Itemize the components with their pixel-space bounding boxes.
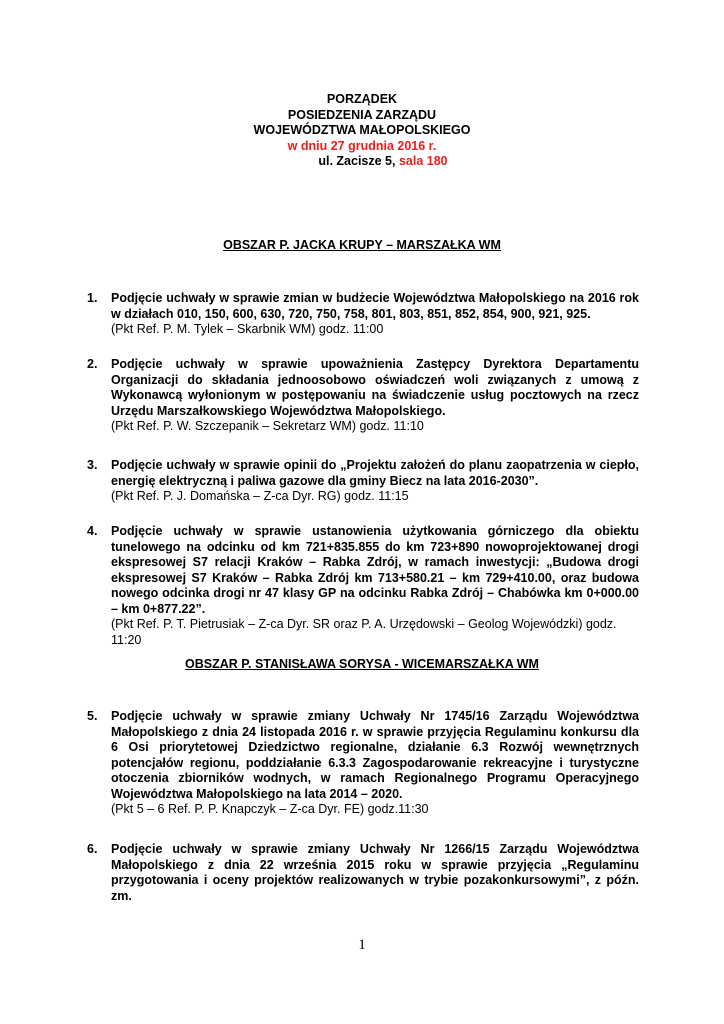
meeting-date: w dniu 27 grudnia 2016 r.: [287, 138, 437, 153]
section-title-krupa: OBSZAR P. JACKA KRUPY – MARSZAŁKA WM: [223, 238, 501, 252]
item-reference: (Pkt Ref. P. T. Pietrusiak – Z-ca Dyr. SR oraz P. A. Urzędowski – Geolog Wojewódzki) godz. 11:20: [111, 617, 617, 647]
item-number: 2.: [87, 357, 98, 371]
agenda-item: [87, 709, 639, 818]
item-reference: (Pkt 5 – 6 Ref. P. P. Knapczyk – Z-ca Dyr. FE) godz.11:30: [111, 802, 429, 816]
item-reference: (Pkt Ref. P. J. Domańska – Z-ca Dyr. RG) godz. 11:15: [111, 489, 409, 503]
item-title: Podjęcie uchwały w sprawie zmiany Uchwały Nr 1266/15 Zarządu Województwa Małopolskiego z dnia 22 września 2015 roku w sprawie przyjęcia „Regulaminu przygotowania i oceny projektów realizowanych w trybie pozakonkursowymi”, z późn. zm.: [111, 842, 639, 903]
item-title: Podjęcie uchwały w sprawie opinii do „Projektu założeń do planu zaopatrzenia w ciepło, energię elektryczną i paliwa gazowe dla gminy Biecz na lata 2016-2030”.: [111, 458, 639, 488]
item-title: Podjęcie uchwały w sprawie ustanowienia użytkowania górniczego dla obiektu tunelowego na odcinku od km 721+835.855 do km 723+890 nowoprojektowanej drogi ekspresowej S7 relacji Kraków – Rabka Zdrój, w ramach inwestycji: „Budowa drogi ekspresowej S7 Kraków – Rabka Zdrój km 713+580.21 – km 729+410.00, oraz budowa nowego odcinka drogi nr 47 klasy GP na odcinku Rabka Zdrój – Chabówka km 0+000.00 – km 0+877.22”.: [111, 524, 639, 616]
item-number: 1.: [87, 291, 98, 305]
item-reference: (Pkt Ref. P. M. Tylek – Skarbnik WM) godz. 11:00: [111, 322, 384, 336]
agenda-item: [87, 842, 639, 904]
meeting-room: sala 180: [398, 154, 448, 168]
item-number: 5.: [87, 709, 98, 723]
header-organization: WOJEWÓDZTWA MAŁOPOLSKIEGO: [253, 123, 471, 137]
item-title: Podjęcie uchwały w sprawie zmiany Uchwały Nr 1745/16 Zarządu Województwa Małopolskiego z dnia 24 listopada 2016 r. w sprawie przyjęcia Regulaminu konkursu dla 6 Osi priorytetowej Dziedzictwo regionalne, działanie 6.3 Rozwój wewnętrznych potencjałów regionu, poddziałanie 6.3.3 Zagospodarowanie rekreacyjne i turystyczne otoczenia zbiorników wodnych, w ramach Regionalnego Programu Operacyjnego Województwa Małopolskiego na lata 2014 – 2020.: [111, 709, 639, 801]
document-header: [0, 92, 724, 170]
section-title-sorys: OBSZAR P. STANISŁAWA SORYSA - WICEMARSZAŁKA WM: [185, 657, 539, 671]
item-reference: (Pkt Ref. P. W. Szczepanik – Sekretarz WM) godz. 11:10: [111, 419, 424, 433]
item-title: Podjęcie uchwały w sprawie upoważnienia Zastępcy Dyrektora Departamentu Organizacji do składania jednoosobowo oświadczeń woli związanych z umową z Wykonawcą wyłonionym w postępowaniu na świadczenie usług pocztowych na rzecz Urzędu Marszałkowskiego Województwa Małopolskiego.: [111, 357, 639, 418]
agenda-item: [87, 524, 639, 648]
meeting-location: [0, 154, 724, 170]
item-number: 3.: [87, 458, 98, 472]
agenda-item: [87, 458, 639, 505]
item-number: 4.: [87, 524, 98, 538]
header-subtitle: POSIEDZENIA ZARZĄDU: [287, 107, 437, 122]
agenda-item: [87, 291, 639, 338]
header-title: PORZĄDEK: [326, 92, 398, 106]
page-number: 1: [358, 937, 366, 953]
item-number: 6.: [87, 842, 98, 856]
item-title: Podjęcie uchwały w sprawie zmian w budżecie Województwa Małopolskiego na 2016 rok w działach 010, 150, 600, 630, 720, 750, 758, 801, 803, 851, 852, 854, 900, 921, 925.: [111, 291, 639, 321]
agenda-item: [87, 357, 639, 435]
meeting-address: ul. Zacisze 5,: [318, 154, 396, 168]
